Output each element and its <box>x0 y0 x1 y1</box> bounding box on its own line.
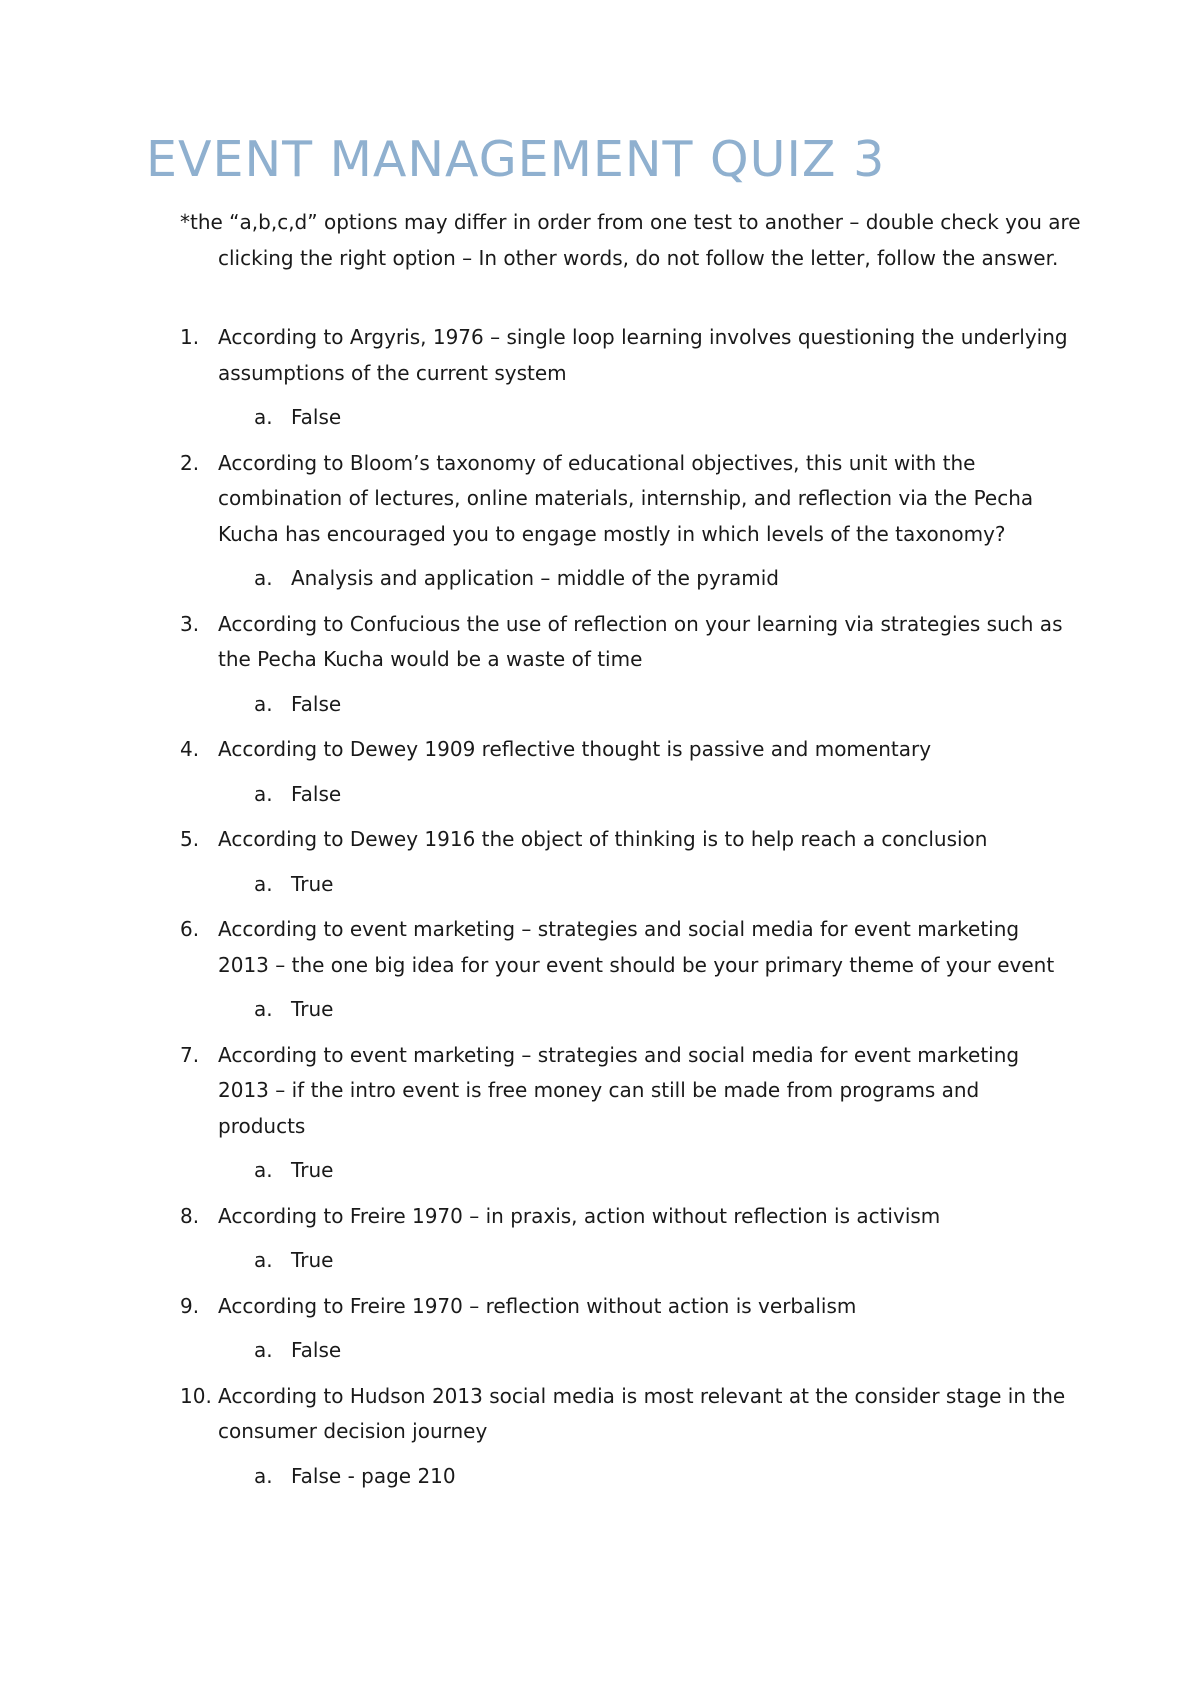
question-text: According to Dewey 1909 reflective thought is passive and momentary <box>218 737 932 761</box>
question-number: 9. <box>180 1293 200 1318</box>
question-number: 8. <box>180 1203 200 1228</box>
answer <box>0 1333 1200 1369</box>
question-number: 6. <box>180 917 200 941</box>
answer-letter: a. <box>254 1338 273 1362</box>
answer-letter: a. <box>254 1158 273 1182</box>
answer-text: False <box>291 781 342 806</box>
question <box>0 1379 1200 1450</box>
answer <box>0 1153 1200 1189</box>
question-text: According to Hudson 2013 social media is most relevant at the consider stage in the consumer decision journey <box>218 1383 1066 1443</box>
list-item <box>0 1289 1200 1369</box>
answer-text: True <box>291 871 334 896</box>
answer-text: True <box>291 997 334 1021</box>
question-number: 10. <box>180 1383 212 1408</box>
answer <box>0 561 1200 597</box>
list-item <box>0 912 1200 1028</box>
answer-text: Analysis and application – middle of the pyramid <box>291 566 779 590</box>
question <box>0 446 1200 553</box>
answer <box>0 1243 1200 1279</box>
question-number: 1. <box>180 325 200 349</box>
answer-text: False - page 210 <box>291 1463 456 1488</box>
question-number: 4. <box>180 737 200 761</box>
question-text: According to event marketing – strategies and social media for event marketing 2013 – if the intro event is free money can still be made from programs and products <box>218 1042 1020 1138</box>
question <box>0 732 1200 768</box>
answer-letter: a. <box>254 871 273 896</box>
list-item <box>0 1038 1200 1189</box>
answer-letter: a. <box>254 781 273 806</box>
list-item <box>0 1199 1200 1279</box>
answer-letter: a. <box>254 1248 273 1272</box>
list-item <box>0 607 1200 723</box>
answer-text: True <box>291 1248 334 1272</box>
answer-text: False <box>291 1338 342 1362</box>
answer-letter: a. <box>254 997 273 1021</box>
list-item <box>0 732 1200 812</box>
question-text: According to Freire 1970 – reflection without action is verbalism <box>218 1293 857 1318</box>
question <box>0 912 1200 983</box>
answer-letter: a. <box>254 1463 273 1488</box>
question-text: According to Dewey 1916 the object of thinking is to help reach a conclusion <box>218 827 988 851</box>
document-title: EVENT MANAGEMENT QUIZ 3 <box>146 131 886 188</box>
question <box>0 320 1200 391</box>
question <box>0 1289 1200 1325</box>
question <box>0 1038 1200 1145</box>
answer <box>0 687 1200 723</box>
answer-text: True <box>291 1158 334 1182</box>
question-text: According to Freire 1970 – in praxis, action without reflection is activism <box>218 1203 941 1228</box>
question <box>0 1199 1200 1235</box>
instruction-note: *the “a,b,c,d” options may differ in order from one test to another – double check you are clicking the right option – In other words, do not follow the letter, follow the answer. <box>180 210 1081 270</box>
answer <box>0 777 1200 813</box>
list-item <box>0 320 1200 436</box>
answer-text: False <box>291 405 342 429</box>
answer-text: False <box>291 691 342 716</box>
answer <box>0 400 1200 436</box>
answer <box>0 992 1200 1028</box>
list-item <box>0 822 1200 902</box>
question-number: 5. <box>180 827 200 851</box>
answer <box>0 867 1200 903</box>
list-item <box>0 1379 1200 1495</box>
question <box>0 822 1200 858</box>
question <box>0 607 1200 678</box>
question-text: According to Argyris, 1976 – single loop learning involves questioning the underlying assumptions of the current system <box>218 325 1068 385</box>
question-list <box>0 320 1200 1504</box>
question-number: 3. <box>180 611 200 636</box>
question-text: According to event marketing – strategies and social media for event marketing 2013 – the one big idea for your event should be your primary theme of your event <box>218 917 1055 977</box>
list-item <box>0 446 1200 597</box>
answer <box>0 1459 1200 1495</box>
question-number: 7. <box>180 1042 200 1067</box>
question-text: According to Confucious the use of reflection on your learning via strategies such as the Pecha Kucha would be a waste of time <box>218 611 1063 671</box>
question-number: 2. <box>180 450 200 475</box>
answer-letter: a. <box>254 405 273 429</box>
answer-letter: a. <box>254 691 273 716</box>
answer-letter: a. <box>254 566 273 590</box>
question-text: According to Bloom’s taxonomy of educational objectives, this unit with the combination of lectures, online materials, internship, and reflection via the Pecha Kucha has encouraged you to engage mostly in which levels of the taxonomy? <box>218 450 1034 546</box>
